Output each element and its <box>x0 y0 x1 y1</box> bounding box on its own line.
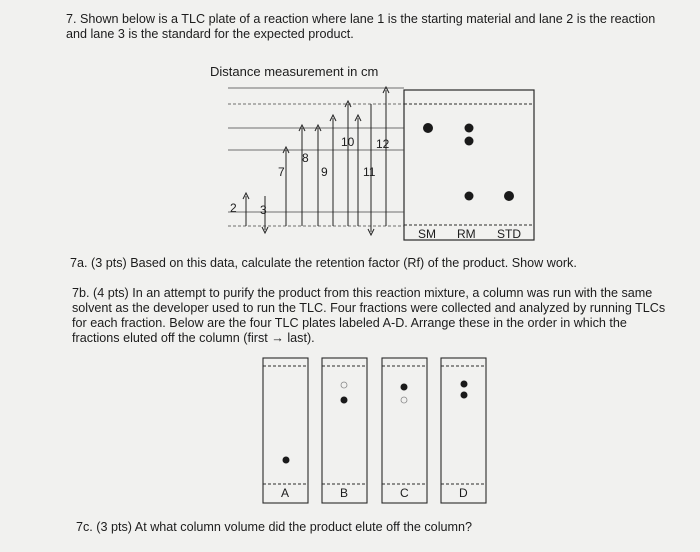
question-7: 7. Shown below is a TLC plate of a reaction where lane 1 is the starting material and lane 2 is the reaction and lane 3 is the standard for the expected product. <box>66 12 656 41</box>
figure-title: Distance measurement in cm <box>210 64 379 79</box>
plate-spots <box>283 381 468 464</box>
lane-label-sm: SM <box>418 227 436 241</box>
plate-d-spot-2 <box>461 392 468 399</box>
plate-b <box>322 358 367 503</box>
spot-rm-top-1 <box>465 124 474 133</box>
plate-a-spot <box>283 457 290 464</box>
plate-label-b: B <box>340 486 349 500</box>
plate-label-a: A <box>281 486 290 500</box>
ruler-label-11: 11 <box>363 165 376 179</box>
plate-c <box>382 358 427 503</box>
measurement-guides <box>228 88 404 226</box>
spot-std <box>504 191 514 201</box>
plate-c-spot-faint <box>401 397 407 403</box>
plate-a <box>263 358 308 503</box>
ruler-label-7: 7 <box>278 165 285 179</box>
lane-label-rm: RM <box>457 227 476 241</box>
ruler-label-2: 2 <box>230 201 237 215</box>
plate-d-spot-1 <box>461 381 468 388</box>
ruler-label-10: 10 <box>341 135 355 149</box>
plate-label-d: D <box>459 486 468 500</box>
question-7b: 7b. (4 pts) In an attempt to purify the product from this reaction mixture, a column was run with the same solvent as the developer used to run the TLC. Four fractions were collected and analyzed by running TLCs for each fraction. Below are the four TLC plates labeled A-D. Arrange these in the order in which the fractions eluted off the column (first → last). <box>72 286 666 345</box>
main-tlc-plate <box>404 90 534 240</box>
plate-label-c: C <box>400 486 409 500</box>
ruler-label-12: 12 <box>376 137 390 151</box>
tlc-spots <box>423 123 514 201</box>
plate-b-spot <box>341 397 348 404</box>
spot-sm <box>423 123 433 133</box>
plate-b-spot-faint <box>341 382 347 388</box>
plate-labels <box>281 486 468 500</box>
plate-d <box>441 358 486 503</box>
question-7a: 7a. (3 pts) Based on this data, calculate the retention factor (Rf) of the product. Show work. <box>70 256 577 270</box>
lane-label-std: STD <box>497 227 521 241</box>
ruler-label-3: 3 <box>260 203 267 217</box>
lane-labels <box>418 227 521 241</box>
ruler-label-9: 9 <box>321 165 328 179</box>
spot-rm-low <box>465 192 474 201</box>
ruler-label-8: 8 <box>302 151 309 165</box>
plate-c-spot <box>401 384 408 391</box>
spot-rm-top-2 <box>465 137 474 146</box>
question-7c: 7c. (3 pts) At what column volume did the product elute off the column? <box>76 520 472 534</box>
